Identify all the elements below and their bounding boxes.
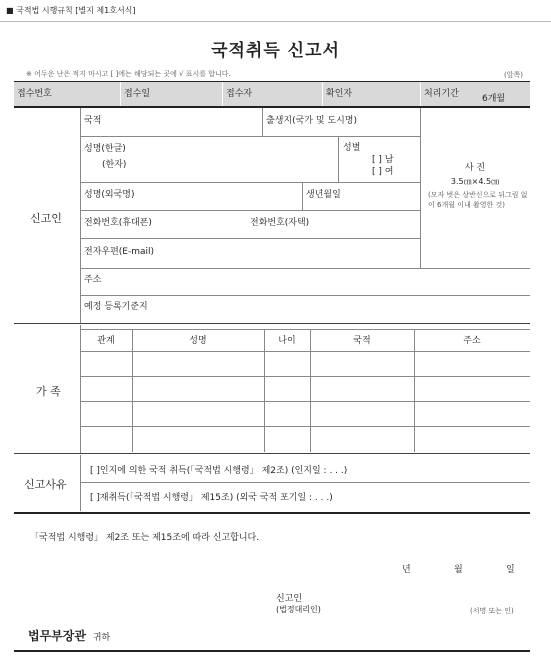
reason-option-reacquisition[interactable]: [ ]재취득(「국적법 시행령」 제15조) (외국 국적 포기일 : . . .) bbox=[90, 493, 333, 503]
page-side-label: (앞쪽) bbox=[504, 71, 523, 79]
addressee-name: 법무부장관 bbox=[28, 629, 86, 643]
family-col-name: 성명 bbox=[189, 336, 207, 346]
page-title: 국적취득 신고서 bbox=[211, 41, 340, 61]
signature-legal-rep: (법정대리인) bbox=[276, 605, 321, 614]
family-col-relation: 관계 bbox=[97, 336, 115, 346]
receiver-label: 접수자 bbox=[226, 89, 253, 99]
photo-note: (모자 벗은 상반신으로 뒤그림 없이 6개월 이내 촬영한 것) bbox=[428, 191, 528, 209]
birth-date-label: 생년월일 bbox=[306, 190, 341, 200]
name-foreign-label: 성명(외국명) bbox=[84, 190, 135, 200]
processing-period-value: 6개월 bbox=[482, 94, 506, 104]
confirmer-label: 확인자 bbox=[326, 89, 353, 99]
family-section-label: 가 족 bbox=[36, 385, 61, 398]
processing-period-label: 처리기간 bbox=[424, 89, 459, 99]
birthplace-label: 출생지(국가 및 도시명) bbox=[266, 116, 357, 126]
form-reference bbox=[6, 5, 136, 16]
date-month-label: 월 bbox=[454, 565, 463, 575]
family-col-age: 나이 bbox=[278, 336, 296, 346]
name-hanja-label: (한자) bbox=[102, 160, 127, 170]
name-korean-label: 성명(한글) bbox=[84, 144, 126, 154]
receipt-number-label: 접수번호 bbox=[17, 89, 52, 99]
family-col-address: 주소 bbox=[463, 336, 481, 346]
photo-box bbox=[420, 108, 530, 268]
family-col-nationality: 국적 bbox=[353, 336, 371, 346]
date-day-label: 일 bbox=[506, 565, 515, 575]
gender-male-checkbox[interactable]: [ ] 남 bbox=[372, 155, 394, 165]
email-label: 전자우편(E-mail) bbox=[84, 247, 155, 257]
instructions-text: ※ 어두운 난은 적지 마시고 [ ]에는 해당되는 곳에 √ 표시를 합니다. bbox=[26, 70, 231, 78]
addressee-suffix: 귀하 bbox=[92, 633, 111, 643]
phone-mobile-label: 전화번호(휴대폰) bbox=[84, 218, 152, 228]
reason-option-acknowledgment[interactable]: [ ]인지에 의한 국적 취득(「국적법 시행령」 제2조) (인지일 : . . .) bbox=[90, 466, 348, 476]
form-marker: ■ bbox=[6, 6, 14, 15]
family-table bbox=[80, 329, 530, 452]
gender-label: 성별 bbox=[343, 143, 361, 153]
date-year-label: 년 bbox=[402, 565, 411, 575]
nationality-label: 국적 bbox=[84, 116, 102, 126]
planned-registration-label: 예정 등록기준지 bbox=[84, 302, 148, 312]
receipt-date-label: 접수일 bbox=[124, 89, 151, 99]
form-ref-text: 국적법 시행규칙 [별지 제1호서식] bbox=[16, 6, 136, 15]
declaration-text: 「국적법 시행령」 제2조 또는 제15조에 따라 신고합니다. bbox=[30, 533, 260, 543]
signature-hint: (서명 또는 인) bbox=[470, 607, 514, 615]
reason-section-label: 신고사유 bbox=[24, 478, 67, 491]
photo-title: 사 진 bbox=[464, 163, 486, 173]
addressee bbox=[28, 627, 110, 644]
phone-home-label: 전화번호(자택) bbox=[250, 218, 310, 228]
photo-size: 3.5㎝×4.5㎝ bbox=[450, 177, 500, 186]
gender-female-checkbox[interactable]: [ ] 여 bbox=[372, 167, 394, 177]
address-label: 주소 bbox=[84, 275, 102, 285]
signature-applicant-label: 신고인 bbox=[276, 594, 303, 604]
applicant-section-label: 신고인 bbox=[30, 212, 62, 225]
